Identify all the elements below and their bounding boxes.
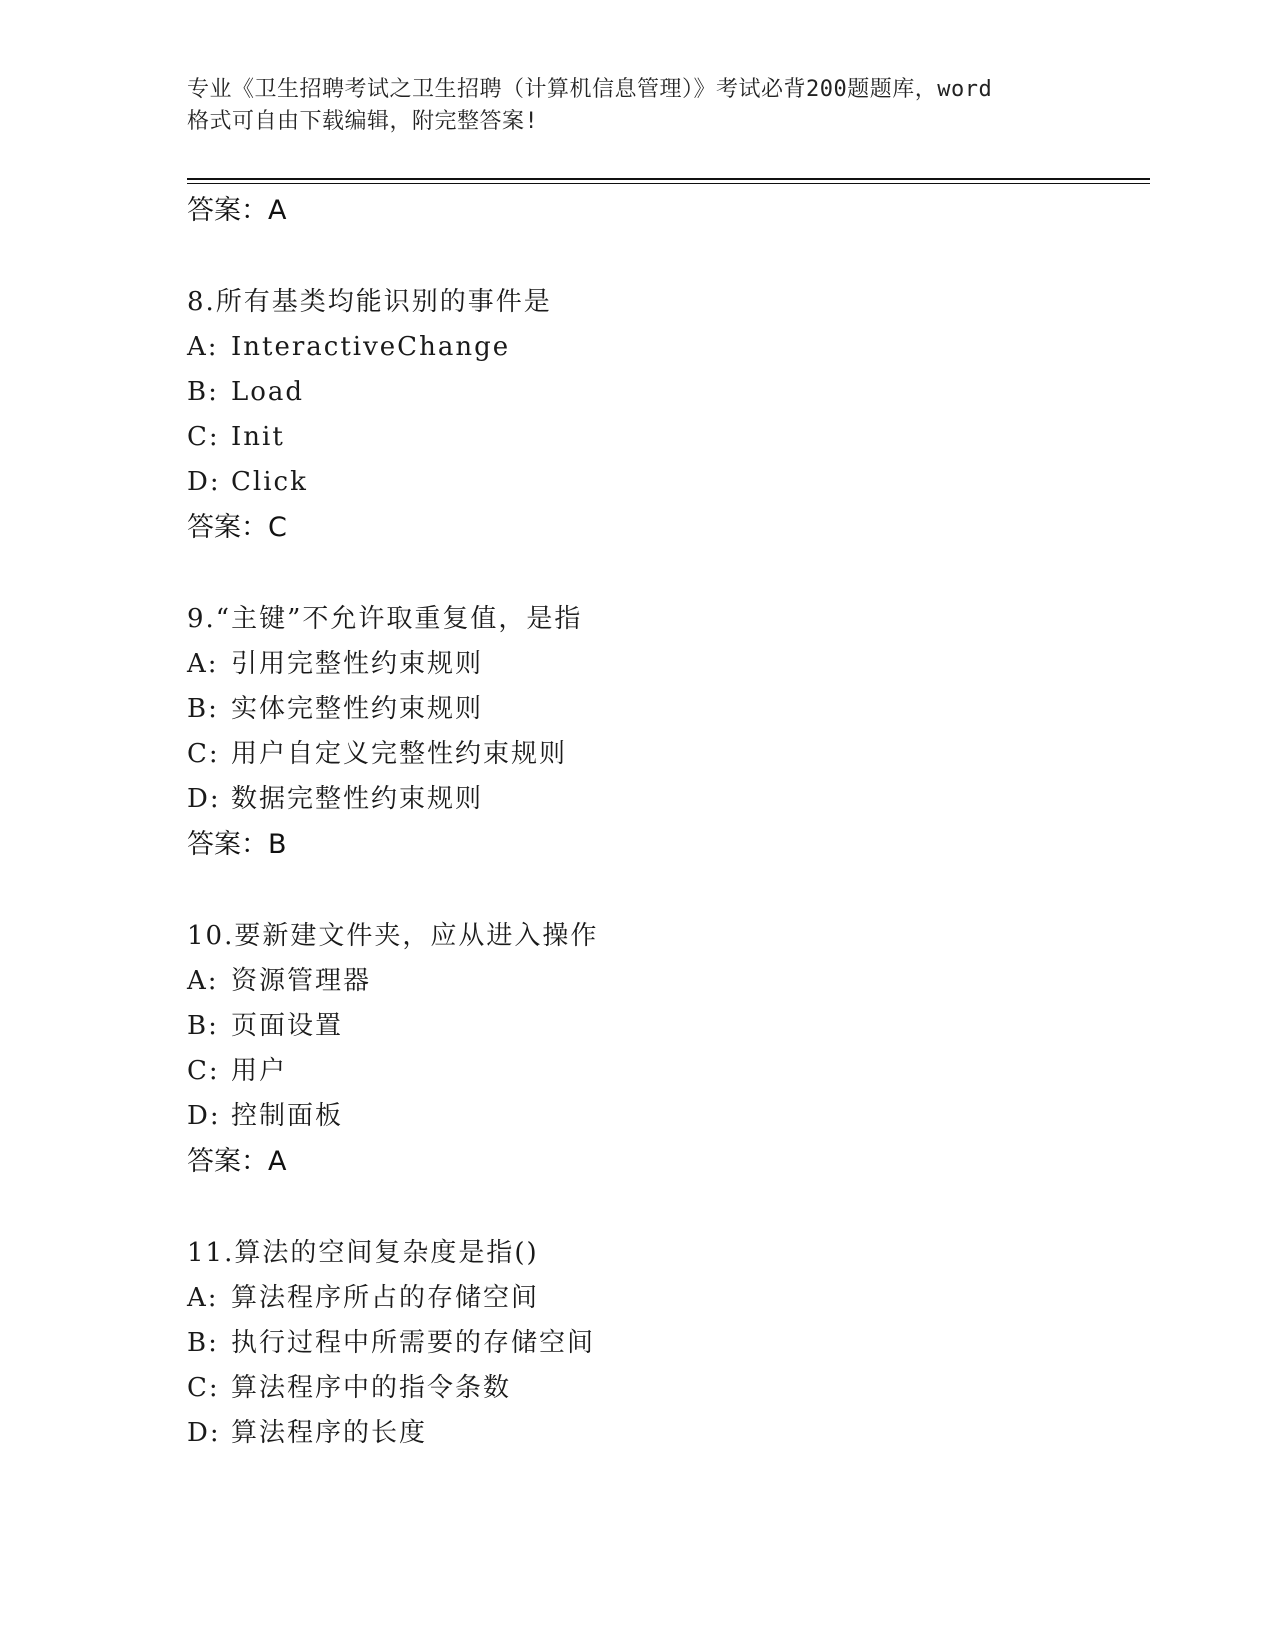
question-block-8	[187, 279, 1150, 550]
option-b	[187, 687, 1150, 732]
option-letter: B:	[187, 377, 219, 407]
option-letter: C:	[187, 739, 220, 769]
question-title: 10.要新建文件夹，应从进入操作	[187, 921, 599, 951]
option-a	[187, 959, 1150, 1004]
option-text: 控制面板	[231, 1101, 344, 1131]
option-letter: D:	[187, 467, 221, 497]
option-text: 实体完整性约束规则	[231, 694, 484, 724]
option-letter: A:	[187, 332, 219, 362]
option-letter: B:	[187, 1328, 219, 1358]
question-title: 11.算法的空间复杂度是指()	[187, 1238, 539, 1268]
option-d	[187, 777, 1150, 822]
question-block-9	[187, 596, 1150, 867]
option-letter: B:	[187, 1011, 219, 1041]
option-text: 资源管理器	[231, 966, 372, 996]
option-letter: C:	[187, 1373, 220, 1403]
header-divider-thick	[187, 178, 1150, 180]
question-title: 8.所有基类均能识别的事件是	[187, 287, 552, 317]
header-divider-thin	[187, 183, 1150, 184]
option-c	[187, 1049, 1150, 1094]
question-block-10	[187, 913, 1150, 1184]
previous-answer: 答案：A	[187, 195, 287, 226]
option-letter: D:	[187, 1101, 221, 1131]
question-list	[187, 188, 1150, 1456]
option-b	[187, 1004, 1150, 1049]
answer-label: 答案：C	[187, 512, 287, 543]
answer-label: 答案：A	[187, 1146, 287, 1177]
option-letter: A:	[187, 649, 219, 679]
option-d	[187, 1094, 1150, 1139]
spacer	[187, 867, 1150, 913]
option-text: Init	[231, 422, 285, 452]
option-a	[187, 325, 1150, 370]
option-text: Click	[231, 467, 308, 497]
spacer	[187, 233, 1150, 279]
option-text: InteractiveChange	[231, 332, 511, 362]
option-text: 用户	[231, 1056, 288, 1086]
option-text: 算法程序的长度	[231, 1418, 428, 1448]
option-d	[187, 460, 1150, 505]
option-text: 算法程序所占的存储空间	[231, 1283, 540, 1313]
option-b	[187, 370, 1150, 415]
option-text: 引用完整性约束规则	[231, 649, 484, 679]
option-a	[187, 642, 1150, 687]
option-letter: C:	[187, 1056, 220, 1086]
option-letter: A:	[187, 966, 219, 996]
option-letter: A:	[187, 1283, 219, 1313]
option-b	[187, 1321, 1150, 1366]
option-text: 算法程序中的指令条数	[231, 1373, 512, 1403]
question-title: 9.“主键”不允许取重复值，是指	[187, 604, 583, 634]
option-text: 执行过程中所需要的存储空间	[231, 1328, 596, 1358]
option-c	[187, 732, 1150, 777]
option-text: 页面设置	[231, 1011, 344, 1041]
spacer	[187, 550, 1150, 596]
spacer	[187, 1184, 1150, 1230]
option-a	[187, 1276, 1150, 1321]
option-text: Load	[231, 377, 305, 407]
question-block-11	[187, 1230, 1150, 1456]
header-line-2: 格式可自由下载编辑，附完整答案!	[187, 109, 539, 134]
option-text: 用户自定义完整性约束规则	[231, 739, 568, 769]
option-letter: D:	[187, 1418, 221, 1448]
option-c	[187, 415, 1150, 460]
option-letter: B:	[187, 694, 219, 724]
document-header	[187, 74, 1087, 138]
option-c	[187, 1366, 1150, 1411]
option-letter: C:	[187, 422, 220, 452]
header-line-1: 专业《卫生招聘考试之卫生招聘（计算机信息管理）》考试必背200题题库，word	[187, 77, 993, 102]
option-text: 数据完整性约束规则	[231, 784, 484, 814]
option-letter: D:	[187, 784, 221, 814]
answer-label: 答案：B	[187, 829, 287, 860]
option-d	[187, 1411, 1150, 1456]
